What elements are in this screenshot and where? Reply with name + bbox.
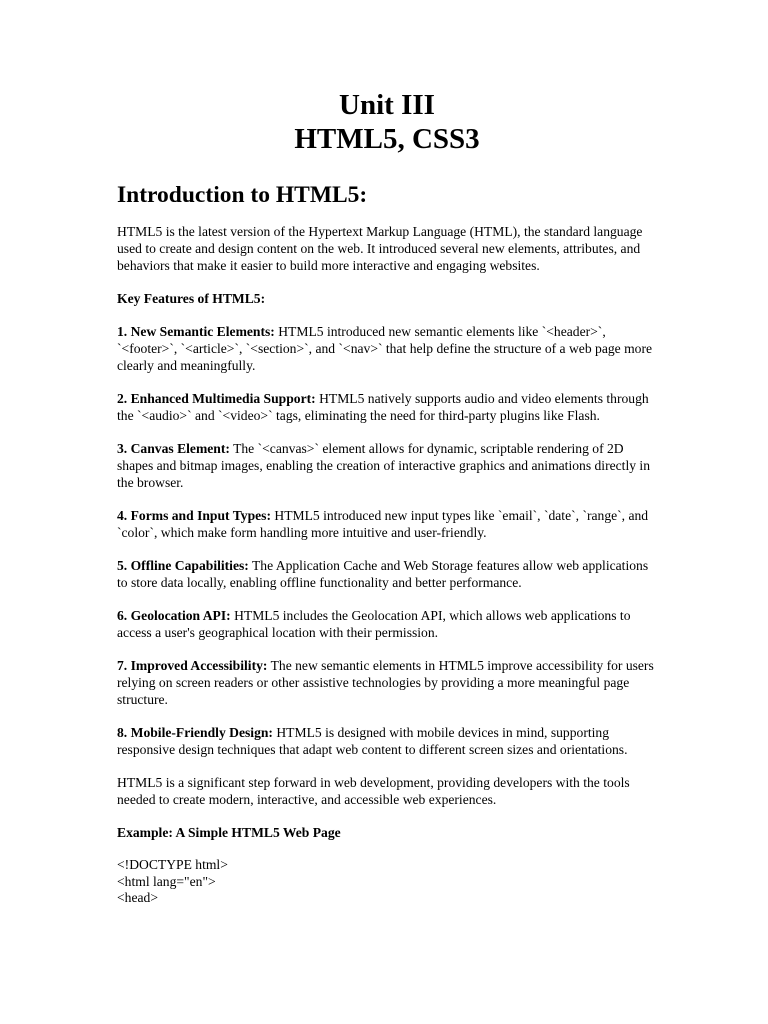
feature-text: The new semantic elements in HTML5 improve accessibility for users relying on screen readers or other assistive technologies by providing a more meaningful page structure.: [117, 658, 654, 707]
code-line: <head>: [117, 890, 158, 905]
feature-text: The Application Cache and Web Storage features allow web applications to store data locally, enabling offline functionality and better performance.: [117, 558, 649, 590]
feature-list: [117, 323, 657, 758]
section-heading: Introduction to HTML5:: [117, 182, 368, 208]
feature-item: [117, 323, 657, 374]
feature-number: 5.: [117, 558, 128, 573]
title-topic: HTML5, CSS3: [294, 123, 480, 155]
closing-paragraph: HTML5 is a significant step forward in web development, providing developers with the tools needed to create modern, interactive, and accessible web experiences.: [117, 775, 630, 807]
feature-text: HTML5 natively supports audio and video elements through the `<audio>` and `<video>` tags, eliminating the need for third-party plugins like Flash.: [117, 391, 649, 423]
feature-number: 2.: [117, 391, 128, 406]
feature-item: [117, 724, 657, 758]
feature-number: 7.: [117, 658, 128, 673]
feature-item: [117, 657, 657, 708]
feature-number: 4.: [117, 508, 128, 523]
feature-number: 3.: [117, 441, 128, 456]
intro-paragraph: HTML5 is the latest version of the Hypertext Markup Language (HTML), the standard language used to create and design content on the web. It introduced several new elements, attributes, and behaviors that make it easier to build more interactive and engaging websites.: [117, 224, 643, 273]
feature-title: Enhanced Multimedia Support:: [130, 391, 316, 406]
feature-title: Mobile-Friendly Design:: [130, 725, 273, 740]
feature-text: HTML5 includes the Geolocation API, which allows web applications to access a user's geographical location with their permission.: [117, 608, 631, 640]
feature-title: New Semantic Elements:: [130, 324, 275, 339]
feature-number: 8.: [117, 725, 128, 740]
code-line: <html lang="en">: [117, 873, 216, 889]
example-heading: Example: A Simple HTML5 Web Page: [117, 825, 341, 840]
document-title: [117, 88, 657, 156]
title-unit: Unit III: [339, 89, 435, 121]
document-page: [117, 88, 657, 907]
code-example: [117, 857, 657, 907]
code-line: <!DOCTYPE html>: [117, 857, 228, 872]
feature-text: The `<canvas>` element allows for dynamic, scriptable rendering of 2D shapes and bitmap images, enabling the creation of interactive graphics and animations directly in the browser.: [117, 441, 651, 490]
key-features-heading: Key Features of HTML5:: [117, 291, 266, 306]
feature-item: [117, 557, 657, 591]
feature-text: HTML5 introduced new input types like `email`, `date`, `range`, and `color`, which make form handling more intuitive and user-friendly.: [117, 508, 649, 540]
feature-title: Canvas Element:: [130, 441, 230, 456]
feature-item: [117, 390, 657, 424]
feature-item: [117, 607, 657, 641]
feature-item: [117, 507, 657, 541]
feature-title: Improved Accessibility:: [130, 658, 268, 673]
feature-title: Forms and Input Types:: [130, 508, 271, 523]
feature-number: 1.: [117, 324, 128, 339]
feature-title: Geolocation API:: [130, 608, 231, 623]
feature-text: HTML5 introduced new semantic elements like `<header>`, `<footer>`, `<article>`, `<section>`, and `<nav>` that help define the structure of a web page more clearly and meaningfully.: [117, 324, 653, 373]
feature-item: [117, 440, 657, 491]
feature-number: 6.: [117, 608, 128, 623]
feature-text: HTML5 is designed with mobile devices in mind, supporting responsive design techniques that adapt web content to different screen sizes and orientations.: [117, 725, 628, 757]
feature-title: Offline Capabilities:: [130, 558, 249, 573]
